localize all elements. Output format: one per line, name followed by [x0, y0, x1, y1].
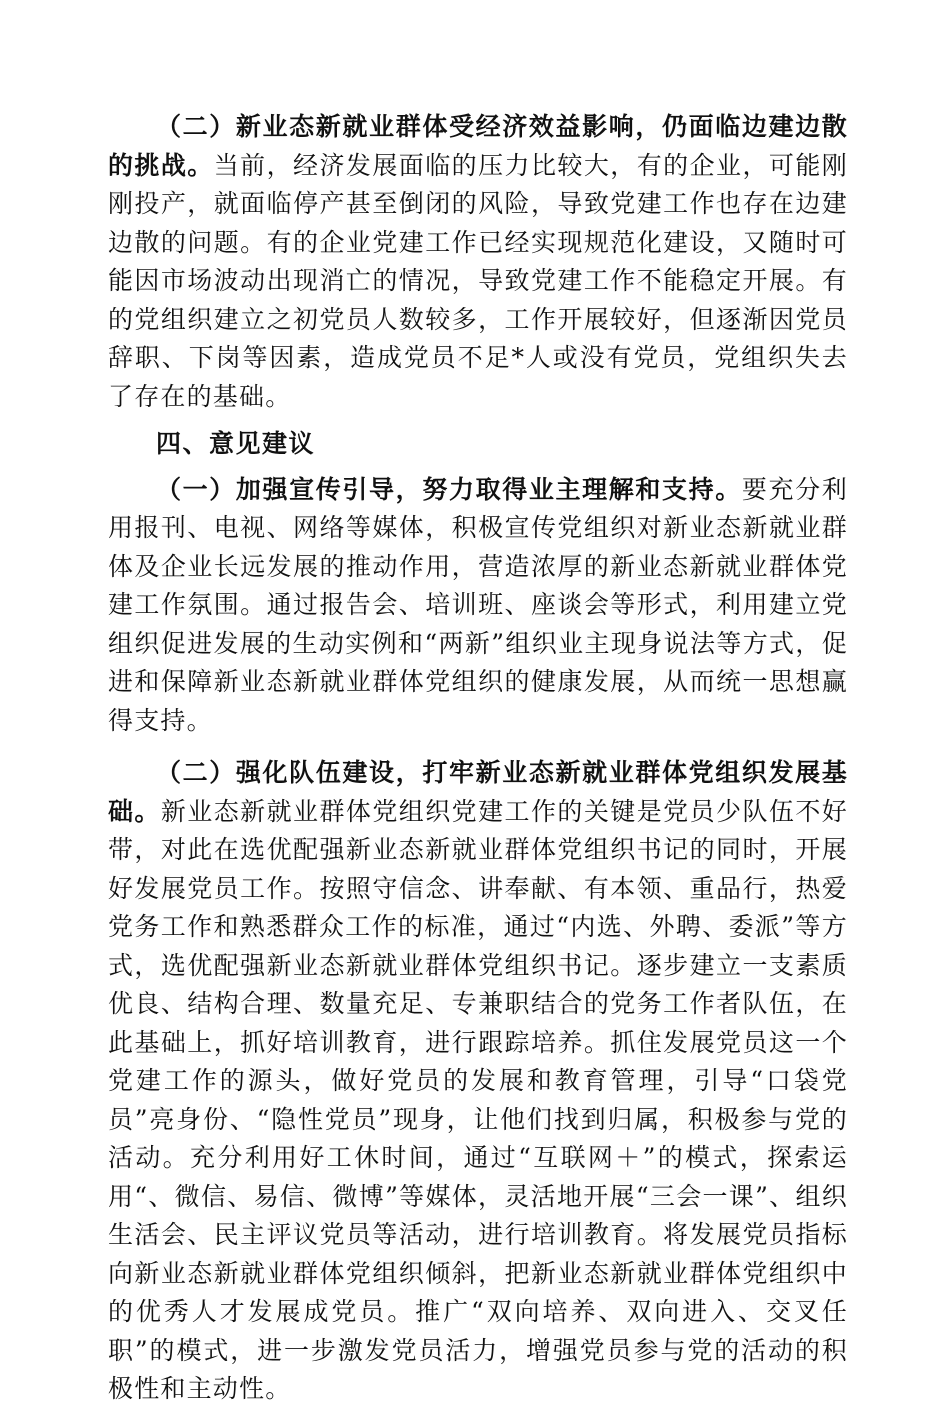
- paragraph-lead: （二）强化队伍建设，打牢新业态新就业群体党组织发展基础。: [108, 758, 848, 826]
- paragraph-body: 新业态新就业群体党组织党建工作的关键是党员少队伍不好带，对此在选优配强新业态新就业群体党组织书记的同时，开展好发展党员工作。按照守信念、讲奉献、有本领、重品行，热爱党务工作和熟悉群众工作的标准，通过“内选、外聘、委派”等方式，选优配强新业态新就业群体党组织书记。逐步建立一支素质优良、结构合理、数量充足、专兼职结合的党务工作者队伍，在此基础上，抓好培训教育，进行跟踪培养。抓住发展党员这一个党建工作的源头，做好党员的发展和教育管理，引导“口袋党员”亮身份、“隐性党员”现身，让他们找到归属，积极参与党的活动。充分利用好工休时间，通过“互联网＋”的模式，探索运用“、微信、易信、微博”等媒体，灵活地开展“三会一课”、组织生活会、民主评议党员等活动，进行培训教育。将发展党员指标向新业态新就业群体党组织倾斜，把新业态新就业群体党组织中的优秀人才发展成党员。推广“双向培养、双向进入、交叉任职”的模式，进一步激发党员活力，增强党员参与党的活动的积极性和主动性。: [108, 796, 848, 1403]
- paragraph-body: 当前，经济发展面临的压力比较大，有的企业，可能刚刚投产，就面临停产甚至倒闭的风险，导致党建工作也存在边建边散的问题。有的企业党建工作已经实现规范化建设，又随时可能因市场波动出现消亡的情况，导致党建工作不能稳定开展。有的党组织建立之初党员人数较多，工作开展较好，但逐渐因党员辞职、下岗等因素，造成党员不足*人或没有党员，党组织失去了存在的基础。: [108, 150, 848, 411]
- section-heading: 四、意见建议: [156, 429, 316, 458]
- paragraph-team-building: [108, 754, 848, 1409]
- document-page: [108, 108, 848, 1409]
- paragraph-publicity-guidance: [108, 471, 848, 741]
- paragraph-economic-challenge: [108, 108, 848, 416]
- paragraph-body: 要充分利用报刊、电视、网络等媒体，积极宣传党组织对新业态新就业群体及企业长远发展的推动作用，营造浓厚的新业态新就业群体党建工作氛围。通过报告会、培训班、座谈会等形式，利用建立党组织促进发展的生动实例和“两新”组织业主现身说法等方式，促进和保障新业态新就业群体党组织的健康发展，从而统一思想赢得支持。: [108, 474, 848, 735]
- paragraph-lead: （二）新业态新就业群体受经济效益影响，仍面临边建边散的挑战。: [108, 112, 848, 180]
- paragraph-lead: （一）加强宣传引导，努力取得业主理解和支持。: [156, 474, 742, 504]
